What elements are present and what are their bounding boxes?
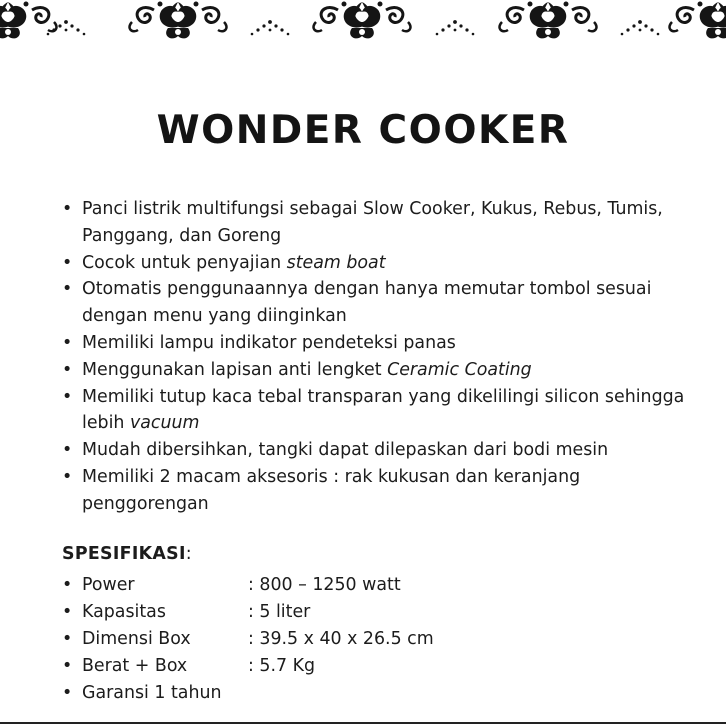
spec-heading bbox=[62, 544, 192, 564]
spec-name: • Berat + Box bbox=[82, 656, 188, 676]
feature-emphasis: steam boat bbox=[286, 252, 386, 273]
spec-item bbox=[62, 572, 702, 599]
spec-value: : 800 – 1250 watt bbox=[248, 575, 401, 595]
feature-text: Mudah dibersihkan, tangki dapat dilepaskan dari bodi mesin bbox=[82, 440, 609, 461]
spec-name: • Garansi 1 tahun bbox=[82, 683, 222, 703]
feature-emphasis: Ceramic Coating bbox=[387, 359, 532, 380]
spec-item bbox=[62, 653, 702, 680]
spec-heading-label: SPESIFIKASI bbox=[62, 544, 186, 564]
spec-heading-colon: : bbox=[185, 544, 192, 564]
spec-name: • Dimensi Box bbox=[82, 629, 191, 649]
spec-name: • Kapasitas bbox=[82, 602, 166, 622]
spec-list bbox=[62, 572, 702, 707]
feature-text: Memiliki tutup kaca tebal transparan yang dikelilingi silicon sehingga lebih bbox=[82, 386, 685, 434]
feature-text: Menggunakan lapisan anti lengket bbox=[82, 359, 388, 380]
feature-item bbox=[62, 437, 702, 464]
spec-value: : 39.5 x 40 x 26.5 cm bbox=[248, 629, 434, 649]
spec-item bbox=[62, 680, 702, 707]
feature-text: Cocok untuk penyajian bbox=[82, 252, 287, 273]
page-title: WONDER COOKER bbox=[156, 108, 570, 153]
feature-text: Memiliki lampu indikator pendeteksi panas bbox=[82, 332, 456, 353]
feature-item bbox=[62, 357, 702, 384]
feature-item bbox=[62, 330, 702, 357]
feature-emphasis: vacuum bbox=[129, 413, 200, 434]
feature-item bbox=[62, 196, 702, 250]
feature-text: Memiliki 2 macam aksesoris : rak kukusan dan keranjang penggorengan bbox=[82, 466, 581, 514]
bottom-border-line bbox=[0, 722, 726, 724]
spec-item bbox=[62, 599, 702, 626]
feature-item bbox=[62, 276, 702, 330]
damask-ornament-border bbox=[0, 0, 726, 44]
feature-text: Panci listrik multifungsi sebagai Slow Cooker, Kukus, Rebus, Tumis, Panggang, dan Goreng bbox=[82, 199, 663, 246]
feature-list bbox=[62, 196, 702, 518]
feature-item bbox=[62, 384, 702, 438]
feature-text: Otomatis penggunaannya dengan hanya memutar tombol sesuai dengan menu yang diinginkan bbox=[82, 279, 652, 327]
spec-value: : 5 liter bbox=[248, 602, 311, 622]
spec-item bbox=[62, 626, 702, 653]
feature-item bbox=[62, 464, 702, 518]
feature-item bbox=[62, 250, 702, 277]
spec-value: : 5.7 Kg bbox=[248, 656, 316, 676]
spec-name: • Power bbox=[82, 575, 135, 595]
